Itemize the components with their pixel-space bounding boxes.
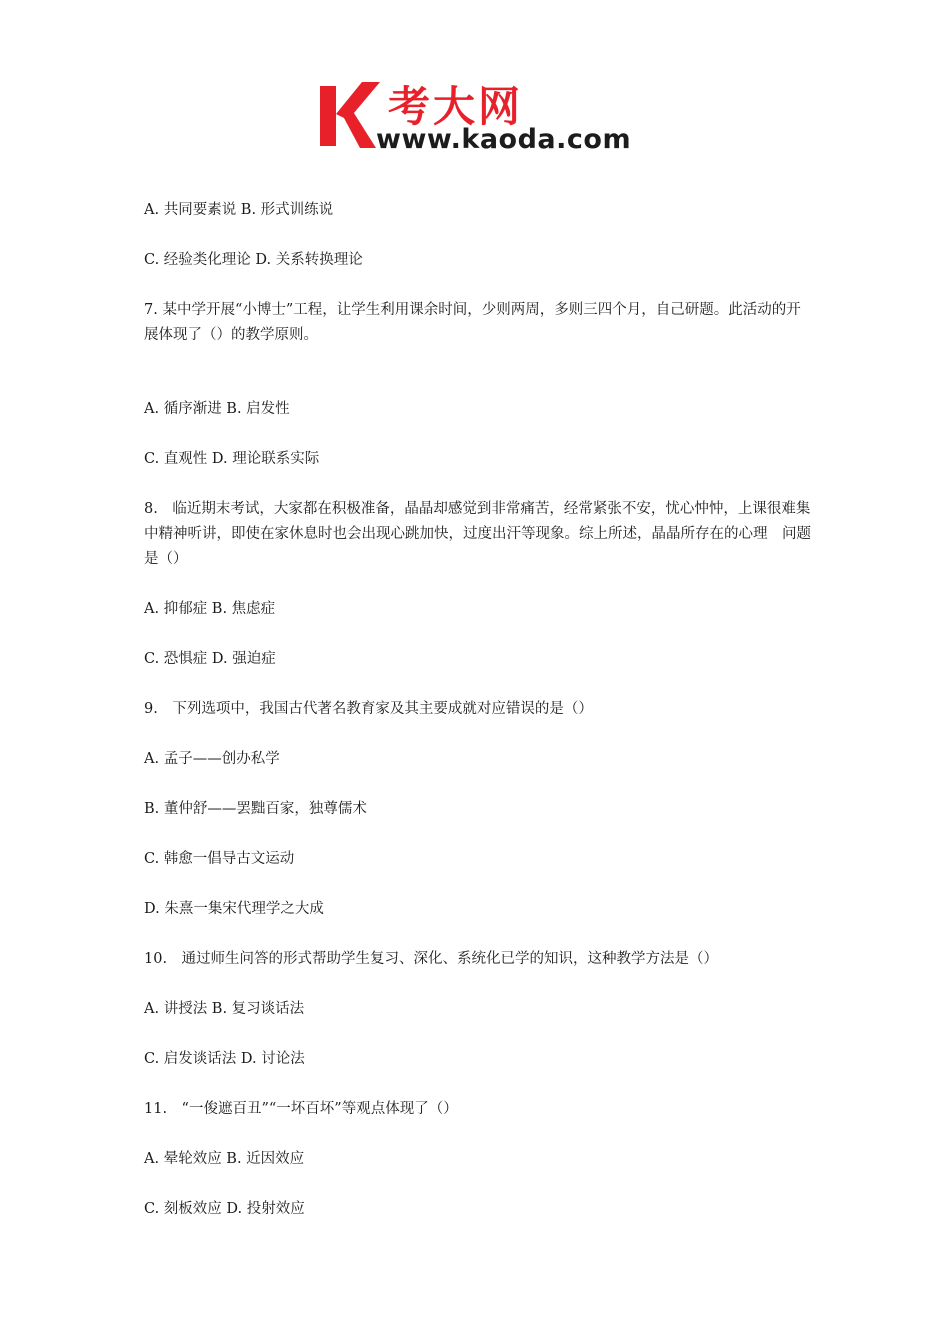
option-line: C. 直观性 D. 理论联系实际: [144, 451, 320, 467]
option-line: A. 讲授法 B. 复习谈话法: [144, 1001, 305, 1017]
option-line: A. 循序渐进 B. 启发性: [144, 401, 290, 417]
question-8: 8. 临近期末考试，大家都在积极准备，晶晶却感觉到非常痛苦，经常紧张不安，忧心忡忡，上课很难集中精神听讲，即使在家休息时也会出现心跳加快，过度出汗等现象。综上所述，晶晶所存在的心理 问题是（）: [144, 501, 811, 567]
question-10: 10. 通过师生问答的形式帮助学生复习、深化、系统化已学的知识，这种教学方法是（）: [144, 951, 719, 967]
option-line: D. 朱熹一集宋代理学之大成: [144, 901, 324, 917]
option-line: C. 恐惧症 D. 强迫症: [144, 651, 276, 667]
question-content: [144, 198, 812, 1247]
option-line: A. 共同要素说 B. 形式训练说: [144, 202, 334, 218]
question-11: 11. “一俊遮百丑”“一坏百坏”等观点体现了（）: [144, 1101, 458, 1117]
option-line: A. 孟子——创办私学: [144, 751, 280, 767]
option-line: A. 晕轮效应 B. 近因效应: [144, 1151, 305, 1167]
option-line: A. 抑郁症 B. 焦虑症: [144, 601, 276, 617]
option-line: C. 韩愈一倡导古文运动: [144, 851, 295, 867]
logo-url: www.kaoda.com: [376, 124, 632, 155]
option-line: C. 刻板效应 D. 投射效应: [144, 1201, 305, 1217]
option-line: C. 启发谈话法 D. 讨论法: [144, 1051, 305, 1067]
option-line: B. 董仲舒——罢黜百家，独尊儒术: [144, 801, 367, 817]
kaoda-logo: [318, 80, 638, 160]
logo-title: 考大网: [388, 82, 524, 131]
question-7: 7. 某中学开展“小博士”工程，让学生利用课余时间，少则两周，多则三四个月，自己研题。此活动的开展体现了（）的教学原则。: [144, 302, 801, 343]
option-line: C. 经验类化理论 D. 关系转换理论: [144, 252, 363, 268]
question-9: 9. 下列选项中，我国古代著名教育家及其主要成就对应错误的是（）: [144, 701, 593, 717]
